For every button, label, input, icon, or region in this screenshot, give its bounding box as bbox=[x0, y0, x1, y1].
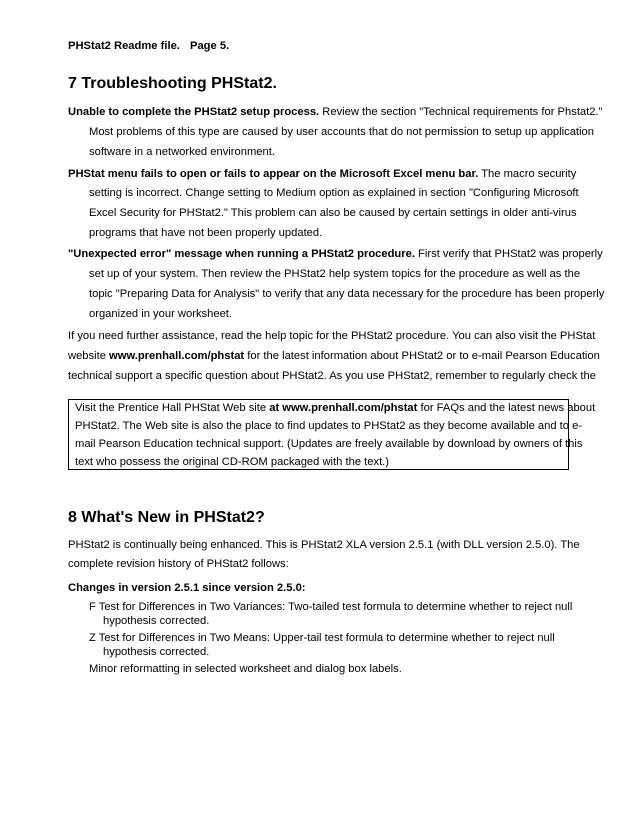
change-item-2-line-1: Z Test for Differences in Two Means: Upper-tail test formula to determine whether to reject null bbox=[89, 632, 555, 644]
change-item-2-line-2: hypothesis corrected. bbox=[103, 646, 210, 658]
section-8-title: 8 What's New in PHStat2? bbox=[68, 509, 265, 526]
note-line-3: mail Pearson Education technical support. (Updates are freely available by download by owners of this bbox=[75, 438, 583, 450]
para-setup-lead: Unable to complete the PHStat2 setup process. bbox=[68, 106, 320, 118]
para-menu-text: The macro security bbox=[478, 168, 577, 180]
section-8-intro-line-2: complete revision history of PHStat2 follows: bbox=[68, 558, 289, 570]
para-assist-line-1: If you need further assistance, read the help topic for the PHStat2 procedure. You can also visit the PHStat bbox=[68, 330, 596, 342]
para-assist-text-a: website bbox=[68, 350, 110, 362]
change-item-1-line-2: hypothesis corrected. bbox=[103, 615, 210, 627]
change-item-3: Minor reformatting in selected worksheet and dialog box labels. bbox=[89, 663, 402, 675]
para-assist-line-3: technical support a specific question about PHStat2. As you use PHStat2, remember to regularly check the bbox=[68, 370, 596, 382]
note-text-c: for FAQs and the latest news about bbox=[417, 402, 596, 414]
para-error-lead: "Unexpected error" message when running a PHStat2 procedure. bbox=[68, 248, 415, 260]
header-page-number: Page 5. bbox=[190, 40, 230, 52]
section-7-title: 7 Troubleshooting PHStat2. bbox=[68, 75, 277, 92]
changes-heading: Changes in version 2.5.1 since version 2.5.0: bbox=[68, 582, 306, 594]
note-line-4: text who possess the original CD-ROM packaged with the text.) bbox=[75, 456, 390, 468]
para-error-text: First verify that PHStat2 was properly bbox=[414, 248, 603, 260]
para-error-line-4: organized in your worksheet. bbox=[89, 308, 233, 320]
para-assist-text-c: for the latest information about PHStat2 or to e-mail Pearson Education bbox=[244, 350, 600, 362]
para-setup-line-3: software in a networked environment. bbox=[89, 146, 275, 158]
note-text-a: Visit the Prentice Hall PHStat Web site bbox=[75, 402, 270, 414]
para-error-line-2: set up of your system. Then review the PHStat2 help system topics for the procedure as well as the bbox=[89, 268, 581, 280]
note-website-link[interactable]: at www.prenhall.com/phstat bbox=[269, 402, 418, 414]
website-link[interactable]: www.prenhall.com/phstat bbox=[109, 350, 245, 362]
para-setup-line-1 bbox=[68, 106, 603, 118]
para-setup-line-2: Most problems of this type are caused by user accounts that do not permission to setup up application bbox=[89, 126, 594, 138]
section-8-intro-line-1: PHStat2 is continually being enhanced. This is PHStat2 XLA version 2.5.1 (with DLL version 2.5.0). The bbox=[68, 539, 580, 551]
note-line-1 bbox=[75, 402, 595, 414]
header-doc-name: PHStat2 Readme file. bbox=[68, 40, 180, 52]
para-error-line-1 bbox=[68, 248, 603, 260]
para-menu-line-1 bbox=[68, 168, 576, 180]
para-menu-line-2: setting is incorrect. Change setting to Medium option as explained in section "Configuring Microsoft bbox=[89, 187, 579, 199]
change-item-1-line-1: F Test for Differences in Two Variances: Two-tailed test formula to determine whether to reject null bbox=[89, 601, 573, 613]
para-menu-line-4: programs that have not been properly updated. bbox=[89, 227, 323, 239]
para-setup-text: Review the section "Technical requirements for Phstat2." bbox=[319, 106, 603, 118]
note-line-2: PHStat2. The Web site is also the place to find updates to PHStat2 as they become available and to e- bbox=[75, 420, 583, 432]
para-menu-line-3: Excel Security for PHStat2." This problem can also be caused by certain settings in older anti-virus bbox=[89, 207, 577, 219]
para-error-line-3: topic "Preparing Data for Analysis" to verify that any data necessary for the procedure has been properly bbox=[89, 288, 605, 300]
para-menu-lead: PHStat menu fails to open or fails to appear on the Microsoft Excel menu bar. bbox=[68, 168, 479, 180]
para-assist-line-2 bbox=[68, 350, 600, 362]
